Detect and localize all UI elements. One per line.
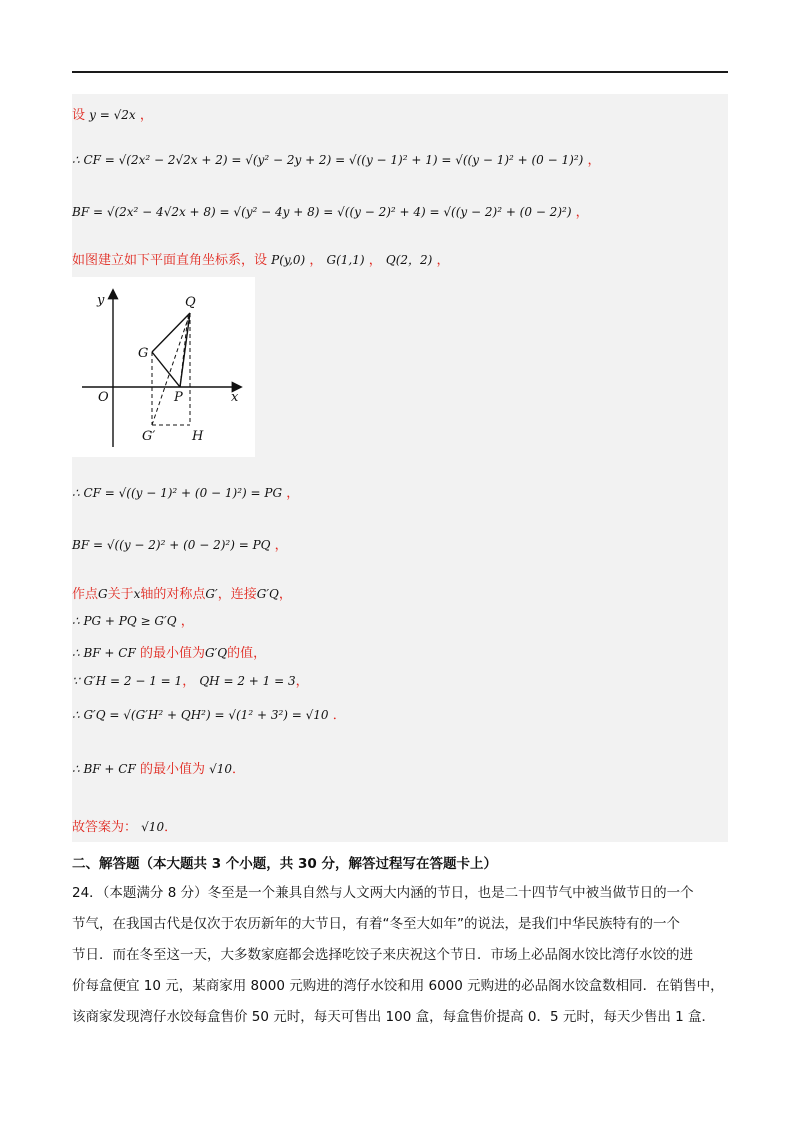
problem-line-2: 节气，在我国古代是仅次于农历新年的大节日，有着“冬至大如年”的说法，是我们中华民族特有的一个 bbox=[72, 916, 680, 932]
problem-line-5: 该商家发现湾仔水饺每盒售价 50 元时，每天可售出 100 盒，每盒售价提高 0．5 元时，每天少售出 1 盒． bbox=[72, 1009, 716, 1025]
label-x: x bbox=[231, 390, 239, 405]
text: 作点 bbox=[72, 587, 99, 602]
punct: ， bbox=[139, 108, 153, 123]
label-o: O bbox=[98, 390, 109, 405]
punct: ， bbox=[309, 253, 323, 268]
punct: ． bbox=[332, 708, 346, 723]
math: x bbox=[133, 587, 141, 601]
coordinate-diagram bbox=[72, 277, 255, 457]
punct: ． bbox=[164, 820, 178, 835]
problem-24 bbox=[72, 878, 728, 1033]
math: ∴ BF + CF bbox=[72, 762, 136, 776]
problem-line-3: 节日．而在冬至这一天，大多数家庭都会选择吃饺子来庆祝这个节日．市场上必品阁水饺比湾仔水饺的进 bbox=[72, 947, 693, 963]
math: ∵ G′H = 2 − 1 = 1 bbox=[72, 674, 183, 688]
punct: ， bbox=[575, 205, 589, 220]
label-p: P bbox=[174, 390, 183, 405]
solution-line-13 bbox=[72, 816, 177, 835]
punct: ， bbox=[587, 153, 601, 168]
punct: ， bbox=[274, 538, 288, 553]
solution-line-11 bbox=[72, 704, 346, 723]
solution-panel bbox=[72, 94, 728, 842]
punct: ， bbox=[180, 614, 194, 629]
punct: ， bbox=[295, 674, 309, 689]
segment-gp bbox=[152, 352, 180, 387]
solution-line-3 bbox=[72, 201, 589, 220]
formula: BF = √(2x² − 4√2x + 8) = √(y² − 4y + 8) = √((y − 2)² + 4) = √((y − 2)² + (0 − 2)²) bbox=[72, 205, 572, 219]
text: 的值， bbox=[227, 646, 267, 661]
math: QH = 2 + 1 = 3 bbox=[199, 674, 296, 688]
set-text: 设 bbox=[72, 108, 86, 123]
punct: ， bbox=[278, 587, 292, 602]
label-y: y bbox=[97, 293, 105, 308]
math: G′Q bbox=[256, 587, 279, 601]
formula: BF = √((y − 2)² + (0 − 2)²) = PQ bbox=[72, 538, 271, 552]
formula: ∴ CF = √((y − 1)² + (0 − 1)²) = PG bbox=[72, 486, 283, 500]
point-p: P(y,0) bbox=[271, 253, 306, 267]
point-q: Q(2，2) bbox=[385, 253, 433, 267]
punct: ， bbox=[368, 253, 382, 268]
setup-text: 如图建立如下平面直角坐标系，设 bbox=[72, 253, 268, 268]
text: 轴的对称点 bbox=[140, 587, 206, 602]
formula: ∴ G′Q = √(G′H² + QH²) = √(1² + 3²) = √10 bbox=[72, 708, 329, 722]
solution-line-12 bbox=[72, 758, 245, 777]
solution-line-2 bbox=[72, 149, 600, 168]
solution-line-4 bbox=[72, 249, 450, 268]
segment-pq bbox=[180, 313, 190, 387]
problem-line-1: 24．（本题满分 8 分）冬至是一个兼具自然与人文两大内涵的节日，也是二十四节气中被当做节日的一个 bbox=[72, 885, 694, 901]
punct: ， bbox=[436, 253, 450, 268]
math: G′Q bbox=[204, 646, 228, 660]
text: 关于 bbox=[107, 587, 134, 602]
solution-line-8 bbox=[72, 610, 194, 629]
punct: ， bbox=[286, 486, 300, 501]
text: ，连接 bbox=[217, 587, 257, 602]
label-g-prime: G′ bbox=[142, 429, 156, 444]
solution-line-6 bbox=[72, 534, 288, 553]
punct: ， bbox=[182, 674, 196, 689]
header-rule bbox=[72, 71, 728, 73]
label-h: H bbox=[192, 429, 204, 444]
formula: y = √2x bbox=[89, 108, 136, 122]
dashed-pq bbox=[180, 315, 188, 387]
math: √10 bbox=[209, 762, 233, 776]
formula: ∴ PG + PQ ≥ G′Q bbox=[72, 614, 177, 628]
formula: ∴ CF = √(2x² − 2√2x + 2) = √(y² − 2y + 2) = √((y − 1)² + 1) = √((y − 1)² + (0 − 1)²) bbox=[72, 153, 584, 167]
coordinate-figure bbox=[72, 277, 255, 457]
text: 的最小值为 bbox=[139, 762, 205, 777]
label-q: Q bbox=[185, 295, 196, 310]
math: G′ bbox=[205, 587, 218, 601]
solution-line-10 bbox=[72, 670, 309, 689]
math: ∴ BF + CF bbox=[72, 646, 136, 660]
solution-line-9 bbox=[72, 642, 266, 661]
dashed-gpq bbox=[152, 313, 190, 425]
section-heading: 二、解答题（本大题共 3 个小题，共 30 分，解答过程写在答题卡上） bbox=[72, 856, 497, 872]
solution-line-1 bbox=[72, 104, 153, 123]
solution-line-5 bbox=[72, 482, 299, 501]
label-g: G bbox=[138, 346, 149, 361]
problem-line-4: 价每盒便宜 10 元，某商家用 8000 元购进的湾仔水饺和用 6000 元购进的必品阁水饺盒数相同．在销售中， bbox=[72, 978, 724, 994]
answer-value: √10 bbox=[141, 820, 165, 834]
punct: ． bbox=[232, 762, 246, 777]
math: G bbox=[98, 587, 108, 601]
point-g: G(1,1) bbox=[326, 253, 365, 267]
segment-gq bbox=[152, 313, 190, 352]
solution-line-7 bbox=[72, 583, 292, 602]
answer-label: 故答案为： bbox=[72, 820, 138, 835]
text: 的最小值为 bbox=[139, 646, 205, 661]
